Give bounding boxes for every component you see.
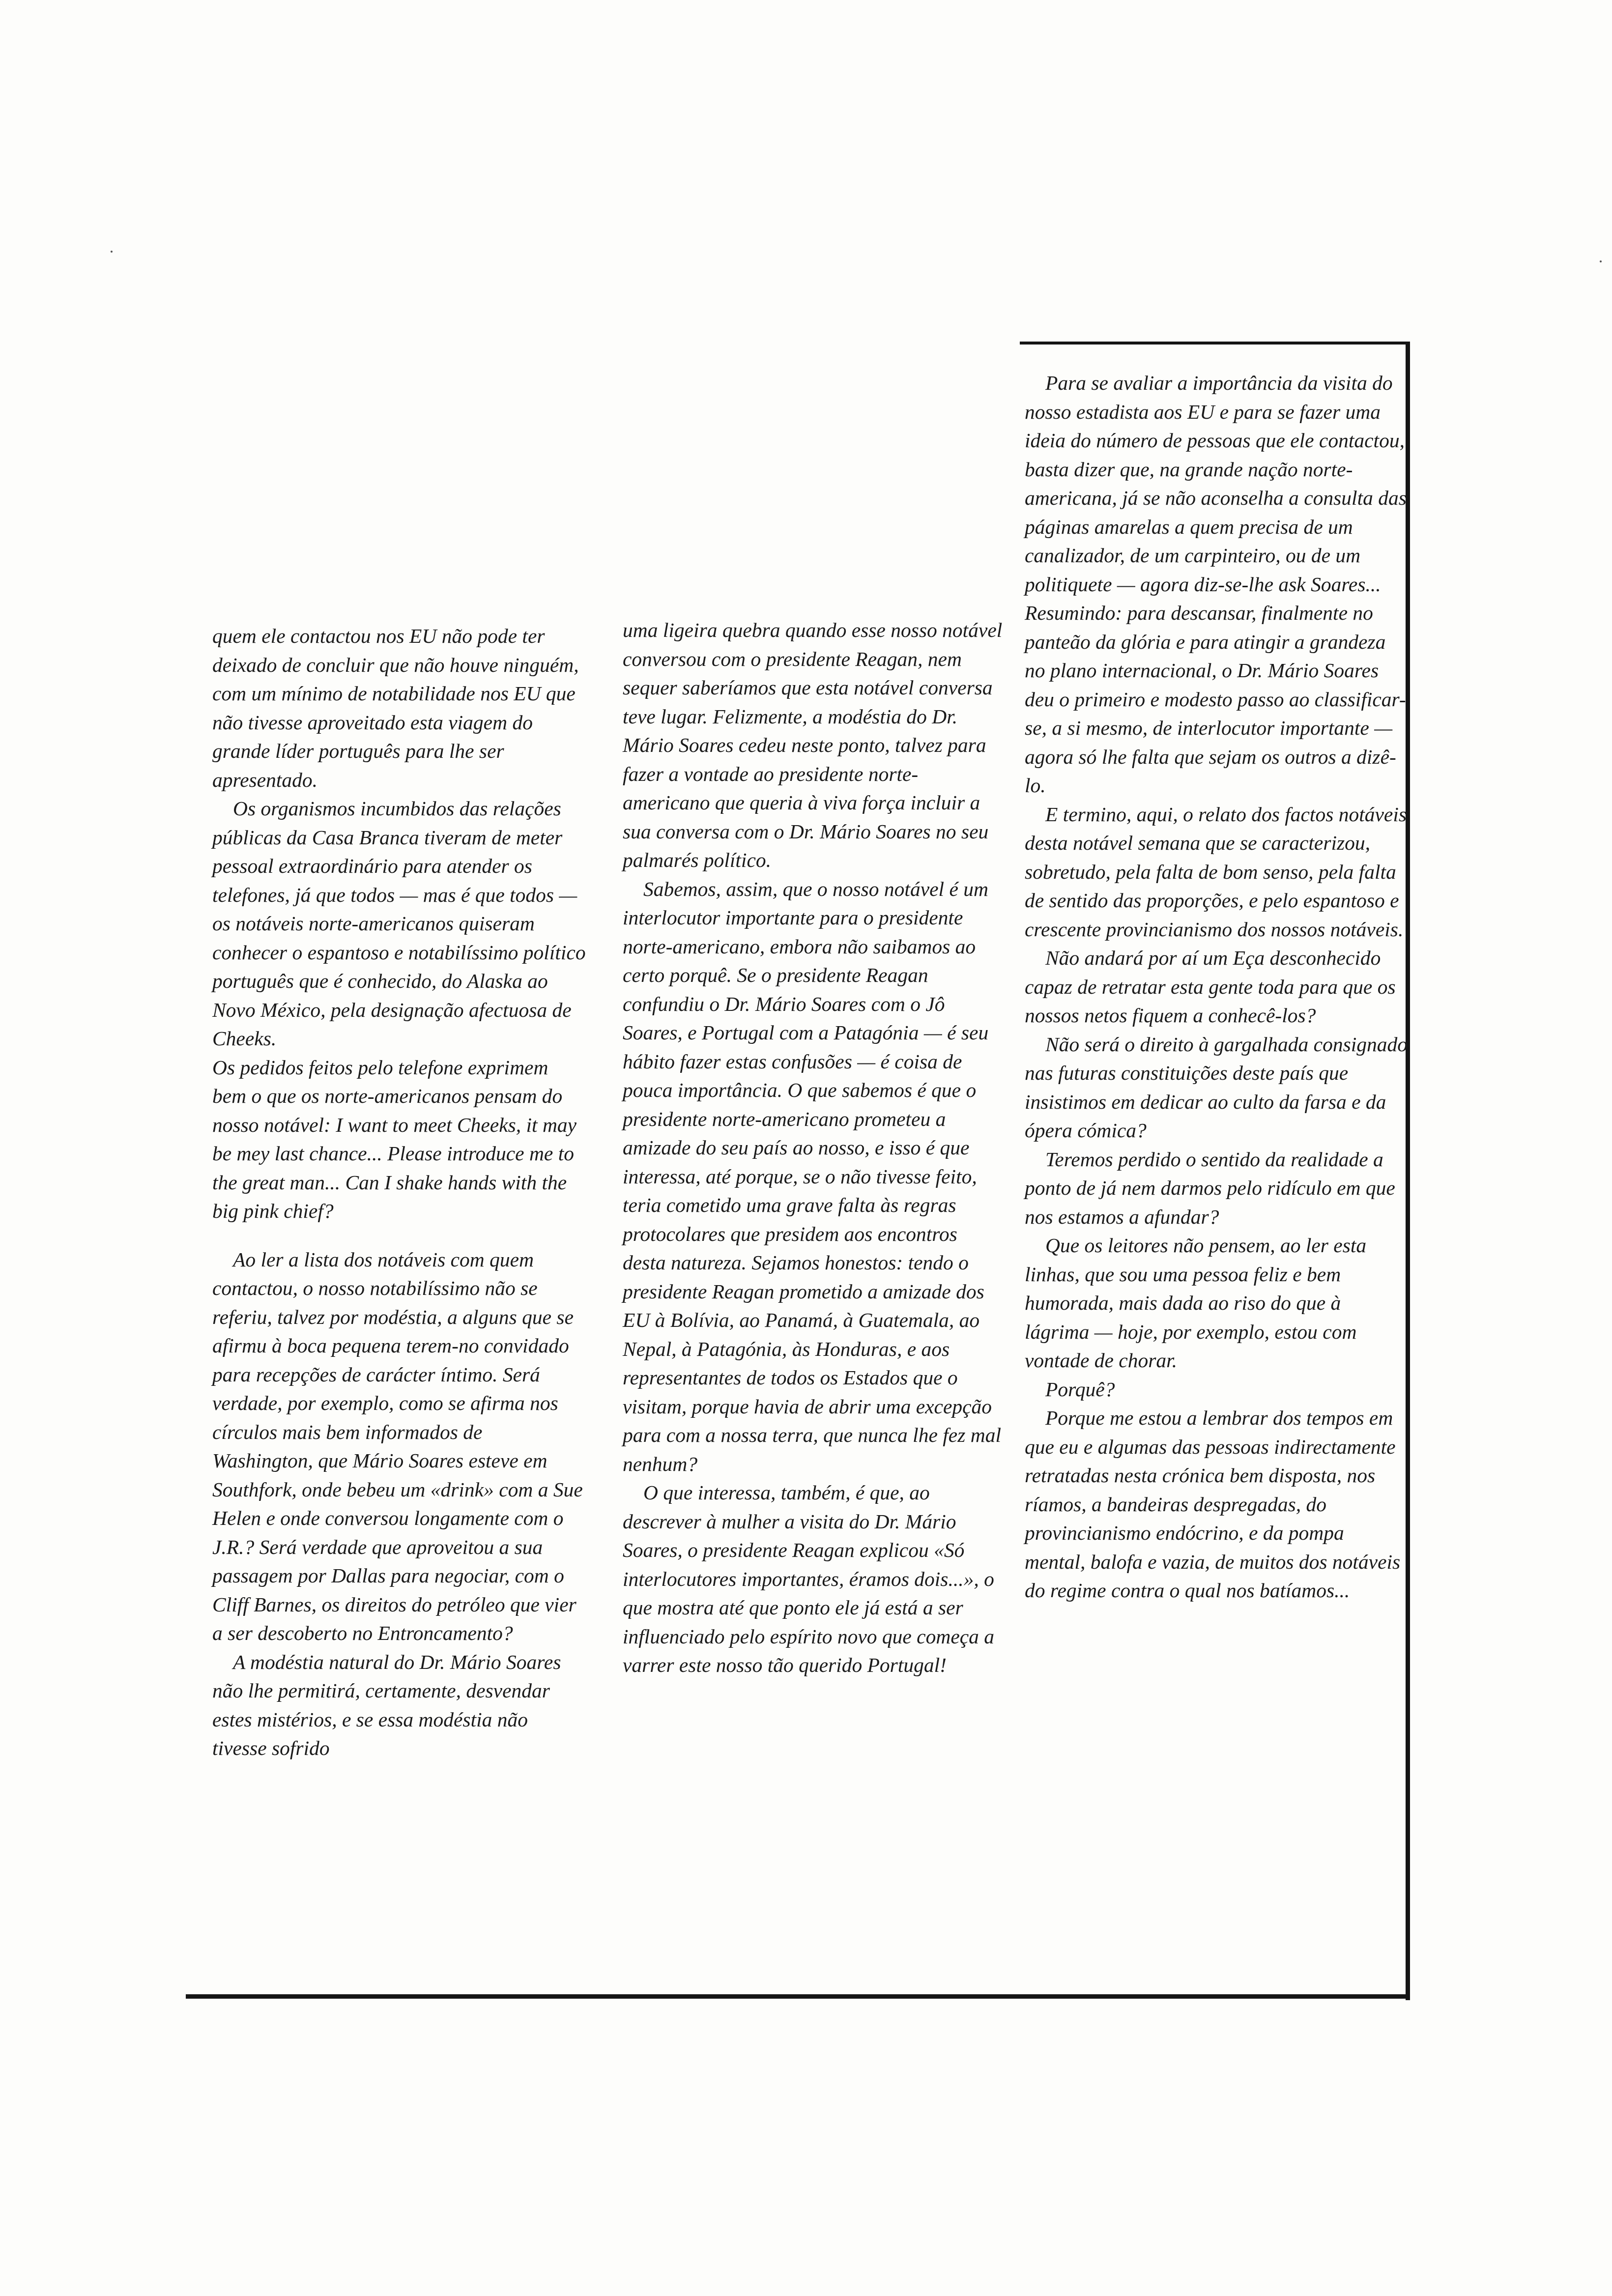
paragraph: Que os leitores não pensem, ao ler esta linhas, que sou uma pessoa feliz e bem humorada, mais dada ao riso do que à lágrima — hoje, por exemplo, estou com vontade de chorar. (1025, 1234, 1367, 1372)
paragraph: Sabemos, assim, que o nosso notável é um interlocutor importante para o presidente norte-americano, embora não saibamos ao certo porquê. Se o presidente Reagan confundiu o Dr. Mário Soares com o Jô Soares, e Portugal com a Patagónia — é seu hábito fazer estas confusões — é coisa de pouca importância. O que sabemos é que o presidente norte-americano prometeu a amizade do seu país ao nosso, e isso é que interessa, até porque, se o não tivesse feito, teria cometido uma grave falta às regras protocolares que presidem aos encontros desta natureza. Sejamos honestos: tendo o presidente Reagan prometido a amizade dos EU à Bolívia, ao Panamá, à Guatemala, ao Nepal, à Patagónia, às Honduras, e aos representantes de todos os Estados que o visitam, porque havia de abrir uma excepção para com a nossa terra, que nunca lhe fez mal nenhum? (623, 877, 1001, 1475)
article-column-1 (212, 622, 586, 1763)
page-bottom-rule (186, 1994, 1410, 1999)
scan-speck (111, 251, 113, 253)
paragraph: Porquê? (1045, 1378, 1115, 1401)
paragraph: Porque me estou a lembrar dos tempos em que eu e algumas das pessoas indirectamente retratadas nesta crónica bem disposta, nos ríamos, a bandeiras despregadas, do provincianismo endócrino, e da pompa mental, balofa e vazia, de muitos dos notáveis do regime contra o qual nos batíamos... (1025, 1406, 1401, 1602)
paragraph: Teremos perdido o sentido da realidade a ponto de já nem darmos pelo ridículo em que nos estamos a afundar? (1025, 1148, 1395, 1228)
paragraph: Os pedidos feitos pelo telefone exprimem bem o que os norte-americanos pensam do nosso notável: I want to meet Cheeks, it may be mey last chance... Please introduce me to the great man... Can I shake hands with the big pink chief? (212, 1056, 577, 1222)
paragraph: Não será o direito à gargalhada consignado nas futuras constituições deste país que insistimos em dedicar ao culto da farsa e da ópera cómica? (1025, 1033, 1408, 1142)
article-column-2 (623, 616, 1004, 1680)
paragraph: Não andará por aí um Eça desconhecido capaz de retratar esta gente toda para que os nossos netos fiquem a conhecê-los? (1025, 947, 1396, 1027)
paragraph: quem ele contactou nos EU não pode ter deixado de concluir que não houve ninguém, com um mínimo de notabilidade nos EU que não tivesse aproveitado esta viagem do grande líder português para lhe ser apresentado. (212, 625, 579, 791)
paragraph: E termino, aqui, o relato dos factos notáveis desta notável semana que se caracterizou, sobretudo, pela falta de bom senso, pela falta de sentido das proporções, e pelo espantoso e crescente provincianismo dos nossos notáveis. (1025, 803, 1407, 941)
paragraph: uma ligeira quebra quando esse nosso notável conversou com o presidente Reagan, nem sequer saberíamos que esta notável conversa teve lugar. Felizmente, a modéstia do Dr. Mário Soares cedeu neste ponto, talvez para fazer a vontade ao presidente norte-americano que queria à viva força incluir a sua conversa com o Dr. Mário Soares no seu palmarés político. (623, 619, 1003, 871)
paragraph: O que interessa, também, é que, ao descrever à mulher a visita do Dr. Mário Soares, o presidente Reagan explicou «Só interlocutores importantes, éramos dois...», o que mostra até que ponto ele já está a ser influenciado pelo espírito novo que começa a varrer este nosso tão querido Portugal! (623, 1481, 995, 1676)
paragraph: Os organismos incumbidos das relações públicas da Casa Branca tiveram de meter pessoal extraordinário para atender os telefones, já que todos — mas é que todos — os notáveis norte-americanos quiseram conhecer o espantoso e notabilíssimo político português que é conhecido, do Alaska ao Novo México, pela designação afectuosa de Cheeks. (212, 797, 586, 1050)
paragraph: A modéstia natural do Dr. Mário Soares não lhe permitirá, certamente, desvendar estes mistérios, e se essa modéstia não tivesse sofrido (212, 1650, 561, 1759)
paragraph: Ao ler a lista dos notáveis com quem contactou, o nosso notabilíssimo não se referiu, talvez por modéstia, a alguns que se afirmu à boca pequena terem-no convidado para recepções de carácter íntimo. Será verdade, por exemplo, como se afirma nos círculos mais bem informados de Washington, que Mário Soares esteve em Southfork, onde bebeu um «drink» com a Sue Helen e onde conversou longamente com o J.R.? Será verdade que aproveitou a sua passagem por Dallas para negociar, com o Cliff Barnes, os direitos do petróleo que vier a ser descoberto no Entroncamento? (212, 1248, 583, 1644)
sidebar-box-top-rule (1020, 342, 1410, 344)
paragraph: Para se avaliar a importância da visita do nosso estadista aos EU e para se fazer uma ideia do número de pessoas que ele contactou, basta dizer que, na grande nação norte-americana, já se não aconselha a consulta das páginas amarelas a quem precisa de um canalizador, de um carpinteiro, ou de um politiquete — agora diz-se-lhe ask Soares... Resumindo: para descansar, finalmente no panteão da glória e para atingir a grandeza no plano internacional, o Dr. Mário Soares deu o primeiro e modesto passo ao classificar-se, a si mesmo, de interlocutor importante — agora só lhe falta que sejam os outros a dizê-lo. (1025, 372, 1407, 797)
article-column-3 (1025, 369, 1408, 1605)
scan-speck (1600, 260, 1602, 262)
